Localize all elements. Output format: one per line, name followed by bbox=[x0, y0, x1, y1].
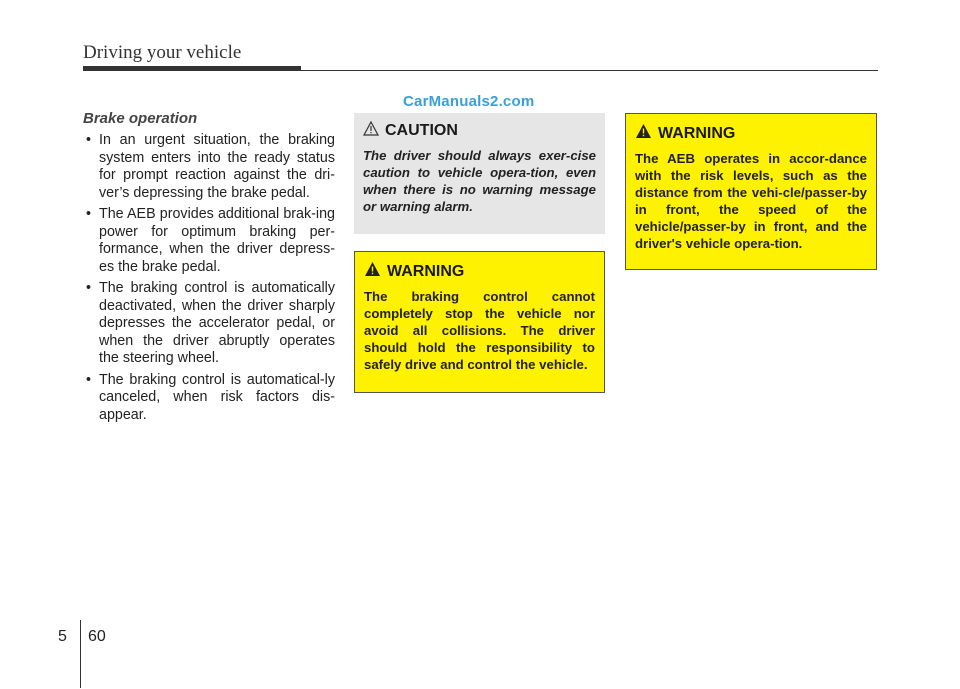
warning-triangle-icon bbox=[364, 261, 381, 282]
chapter-number: 5 bbox=[58, 628, 67, 645]
warning-body: The braking control cannot completely stop the vehicle nor avoid all collisions. The driver should hold the responsibility to safely drive and control the vehicle. bbox=[364, 289, 595, 372]
warning-triangle-icon bbox=[635, 123, 652, 144]
section-title: Brake operation bbox=[83, 110, 198, 127]
list-item: • The AEB provides additional brak-ing power for optimum braking per-formance, when the driver depress-es the brake pedal. bbox=[83, 206, 335, 276]
list-item: • In an urgent situation, the braking system enters into the ready status for prompt reaction against the dri-ver’s depressing the brake pedal. bbox=[83, 132, 335, 202]
caution-box bbox=[354, 113, 605, 234]
list-item: • The braking control is automatically deactivated, when the driver sharply depresses the accelerator pedal, or when the driver abruptly operates the steering wheel. bbox=[83, 280, 335, 368]
watermark-link[interactable]: CarManuals2.com bbox=[403, 93, 535, 110]
page-number: 60 bbox=[88, 628, 106, 645]
header-rule bbox=[83, 70, 878, 71]
warning-title: WARNING bbox=[387, 262, 465, 280]
warning-box-aeb bbox=[625, 113, 877, 270]
page-header-title: Driving your vehicle bbox=[83, 42, 242, 63]
warning-box-braking bbox=[354, 251, 605, 393]
list-item: • The braking control is automatical-ly canceled, when risk factors dis-appear. bbox=[83, 372, 335, 425]
caution-title: CAUTION bbox=[385, 122, 458, 139]
caution-body: The driver should always exer-cise caution to vehicle opera-tion, even when there is no warning message or warning alarm. bbox=[363, 148, 596, 214]
warning-body: The AEB operates in accor-dance with the risk levels, such as the distance from the vehi-cle/passer-by in front, the speed of the vehicle/passer-by in front, and the driver's vehicle opera-tion. bbox=[635, 151, 867, 251]
footer-divider bbox=[80, 620, 81, 688]
bullet-list bbox=[83, 132, 335, 428]
caution-triangle-icon bbox=[363, 121, 379, 141]
warning-title: WARNING bbox=[658, 124, 736, 142]
